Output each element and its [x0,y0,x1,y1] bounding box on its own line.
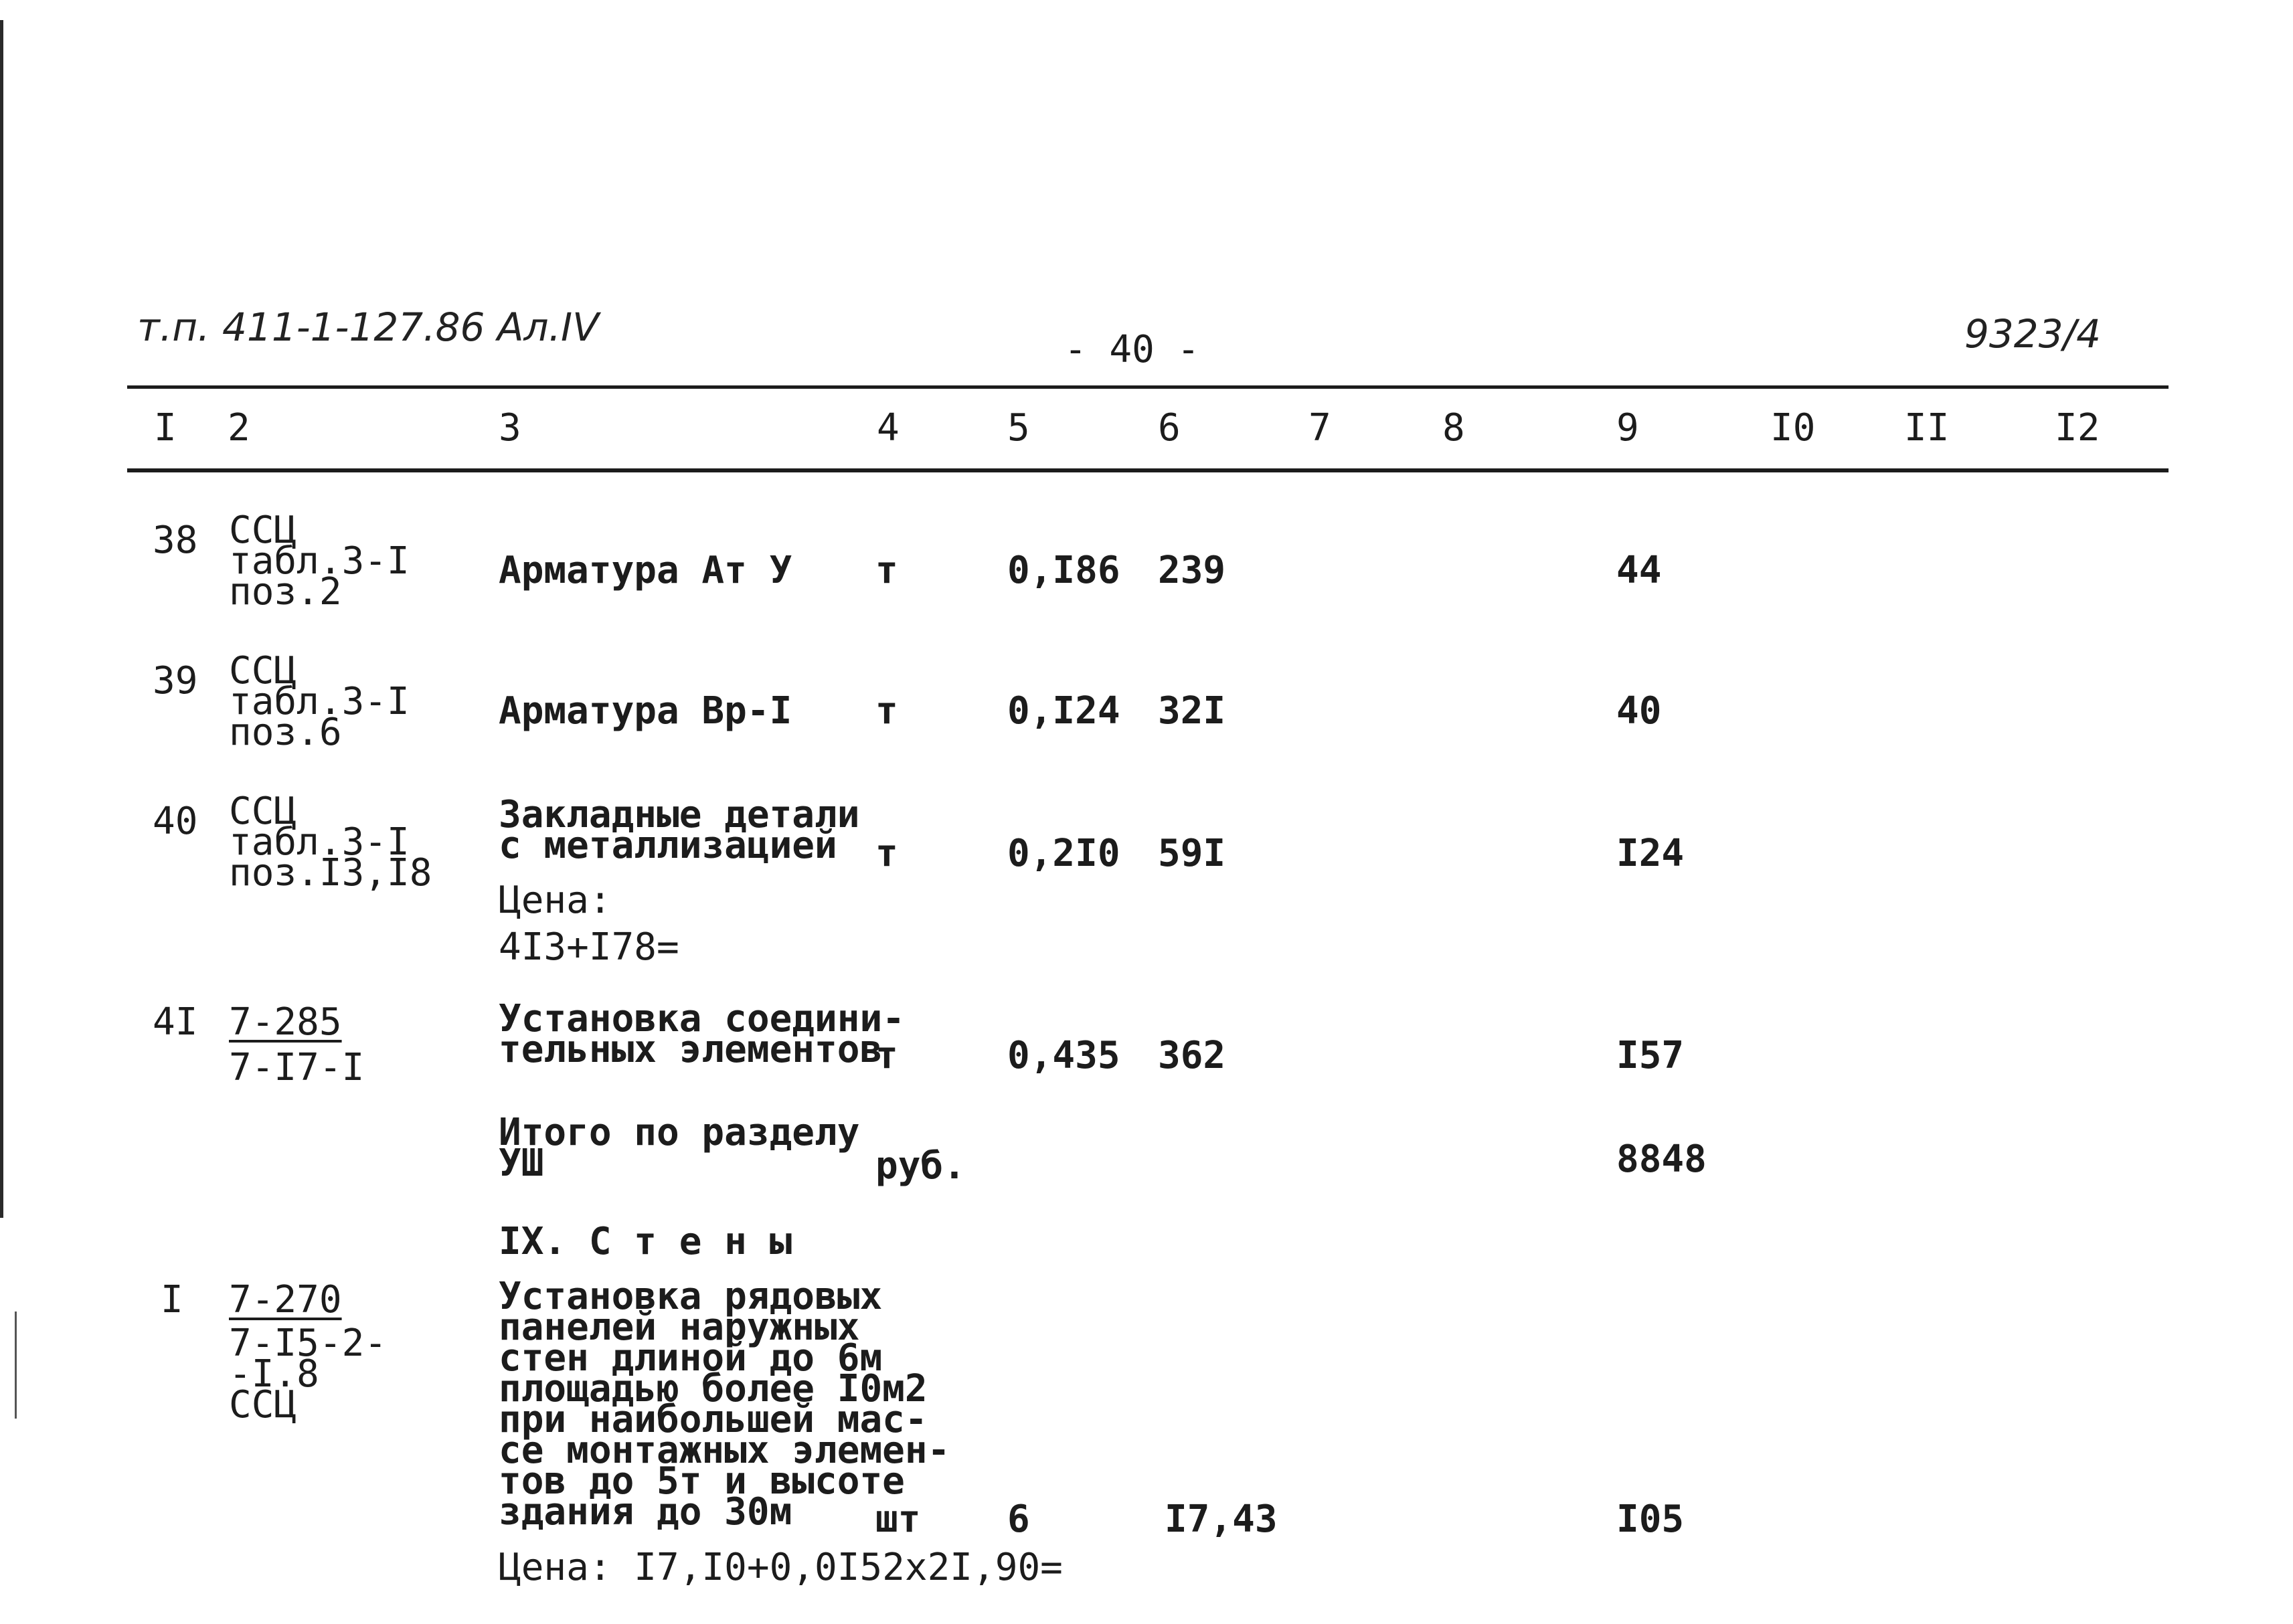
column-header: 7 [1308,406,1331,450]
row-name: Установка соедини- тельных элементов [499,997,905,1071]
sheet-code: 9323/4 [1964,311,2102,357]
column-header: 3 [499,406,521,450]
row-name: Арматура Ат У [499,549,792,592]
row-quantity: 6 [1007,1498,1030,1541]
row-total: I05 [1616,1498,1685,1541]
row-number: 4I [153,1000,198,1044]
subtotal-total: 8848 [1616,1138,1707,1181]
row-total: 40 [1616,689,1662,733]
row-number: I [161,1278,183,1322]
row-code: ССЦ табл.3-I поз.6 [229,649,410,754]
row-code-top: 7-285 [229,1000,342,1044]
column-header: 9 [1616,406,1639,450]
row-price: I7,43 [1165,1498,1278,1541]
column-header: I2 [2055,406,2100,450]
column-header: 6 [1158,406,1181,450]
row-code: ССЦ табл.3-I поз.2 [229,509,410,614]
subtotal-label: Итого по разделу УШ [499,1111,860,1185]
row-unit: т [875,549,898,592]
column-header: II [1904,406,1950,450]
row-price-label: Цена: [499,879,612,922]
row-quantity: 0,2I0 [1007,832,1120,875]
row-unit: шт [875,1498,921,1541]
row-unit: т [875,832,898,875]
row-total: I24 [1616,832,1685,875]
row-total: 44 [1616,549,1662,592]
row-code-bottom: 7-I7-I [229,1046,365,1089]
row-name: Установка рядовых панелей наружных стен длиной до 6м площадью более I0м2 при наибольшей мас- се монтажных элемен- тов до 5т и высоте здания до 30м [499,1275,950,1534]
section-title: IX. С т е н ы [499,1220,792,1263]
row-code-top: 7-270 [229,1278,342,1322]
scan-edge-mark [15,1312,17,1419]
row-name: Закладные детали с металлизацией [499,793,860,867]
row-quantity: 0,I24 [1007,689,1120,733]
row-price-formula: 4I3+I78= [499,925,679,969]
row-quantity: 0,435 [1007,1034,1120,1077]
page-number: - 40 - [1064,328,1200,371]
row-code-bottom: 7-I5-2- -I.8 ССЦ [229,1322,388,1427]
row-unit: т [875,689,898,733]
row-number: 38 [153,519,198,562]
column-header: 4 [877,406,900,450]
scan-edge-line [0,20,3,1218]
row-total: I57 [1616,1034,1685,1077]
row-name: Арматура Вр-I [499,689,792,733]
subtotal-unit: руб. [875,1144,966,1188]
row-code: ССЦ табл.3-I поз.I3,I8 [229,790,432,895]
row-price: 362 [1158,1034,1226,1077]
column-header: 2 [228,406,250,450]
row-price: 239 [1158,549,1226,592]
row-unit: т [875,1034,898,1077]
column-header: I0 [1770,406,1816,450]
row-price: 59I [1158,832,1226,875]
header-rule-bottom [127,468,2169,472]
column-header: I [154,406,177,450]
row-price: 32I [1158,689,1226,733]
row-price-note: Цена: I7,I0+0,0I52x2I,90= [499,1546,1063,1589]
header-rule-top [127,385,2169,389]
row-quantity: 0,I86 [1007,549,1120,592]
document-reference: т.п. 411-1-127.86 Ал.IV [137,304,599,350]
column-header: 8 [1442,406,1465,450]
column-header: 5 [1007,406,1030,450]
row-number: 39 [153,659,198,703]
row-number: 40 [153,800,198,843]
